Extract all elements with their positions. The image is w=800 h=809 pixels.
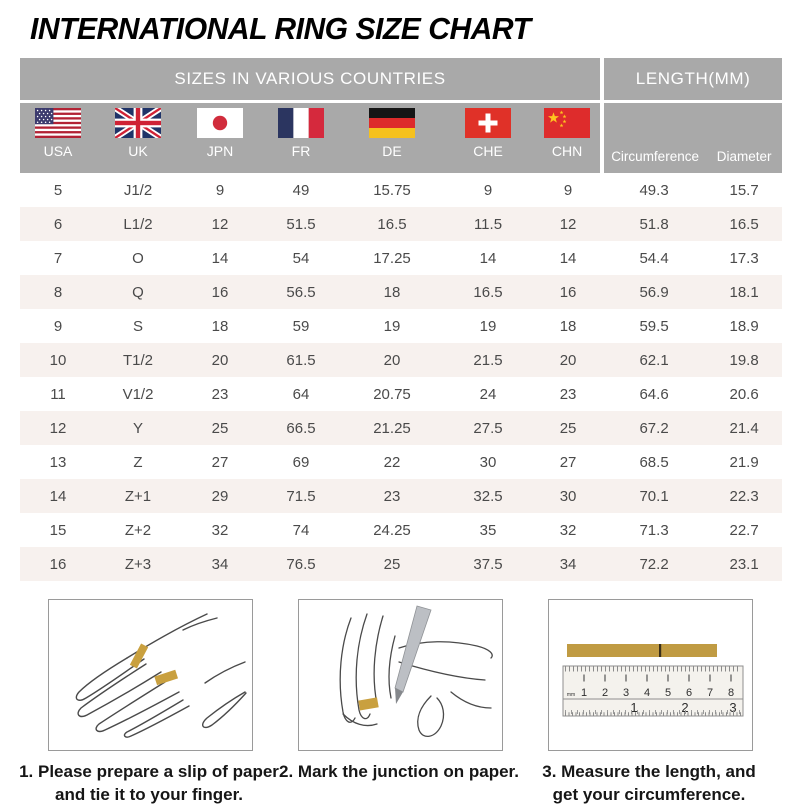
cell: 23 bbox=[559, 385, 577, 403]
cell: 23 bbox=[383, 487, 401, 505]
country-code: CHN bbox=[551, 143, 583, 159]
cell: 19 bbox=[479, 317, 497, 335]
cell: 32 bbox=[211, 521, 229, 539]
china-flag-icon bbox=[534, 108, 600, 138]
svg-text:4: 4 bbox=[643, 687, 651, 699]
country-code: FR bbox=[291, 143, 311, 159]
svg-text:1: 1 bbox=[630, 700, 638, 715]
cell: 54.4 bbox=[639, 249, 669, 267]
cell: 16.5 bbox=[473, 283, 503, 301]
country-code: USA bbox=[43, 143, 73, 159]
table-row bbox=[20, 275, 782, 309]
cell: 51.8 bbox=[639, 215, 669, 233]
column-header-row bbox=[20, 102, 782, 174]
cell: 6 bbox=[53, 215, 63, 233]
column-header-de bbox=[342, 102, 442, 174]
svg-text:8: 8 bbox=[727, 687, 735, 699]
cell: 69 bbox=[292, 453, 310, 471]
japan-flag-icon bbox=[180, 108, 260, 138]
cell: Z+2 bbox=[124, 521, 152, 539]
table-row bbox=[20, 479, 782, 513]
ring-size-table bbox=[20, 58, 782, 581]
cell: 21.5 bbox=[473, 351, 503, 369]
table-row bbox=[20, 411, 782, 445]
table-row bbox=[20, 173, 782, 207]
caption-line: and tie it to your finger. bbox=[55, 785, 243, 805]
cell: 16 bbox=[211, 283, 229, 301]
cell: Z+1 bbox=[124, 487, 152, 505]
cell: 9 bbox=[53, 317, 63, 335]
svg-text:3: 3 bbox=[622, 687, 630, 699]
cell: 14 bbox=[211, 249, 229, 267]
cell: 13 bbox=[49, 453, 67, 471]
cell: 10 bbox=[49, 351, 67, 369]
instructions-section bbox=[19, 599, 800, 807]
cell: 59.5 bbox=[639, 317, 669, 335]
pen-marking-junction-illustration bbox=[298, 599, 503, 751]
cell: 34 bbox=[559, 555, 577, 573]
cell: 17.3 bbox=[729, 249, 759, 267]
cell: 15.7 bbox=[729, 181, 759, 199]
cell: 9 bbox=[215, 181, 225, 199]
cell: Q bbox=[132, 283, 144, 301]
column-header-che bbox=[442, 102, 534, 174]
table-row bbox=[20, 377, 782, 411]
cell: 25 bbox=[211, 419, 229, 437]
uk-flag-icon bbox=[96, 108, 180, 138]
cell: 22.7 bbox=[729, 521, 759, 539]
cell: 54 bbox=[292, 249, 310, 267]
cell: 14 bbox=[49, 487, 67, 505]
cell: 32.5 bbox=[473, 487, 503, 505]
cell: 22.3 bbox=[729, 487, 759, 505]
cell: 12 bbox=[49, 419, 67, 437]
germany-flag-icon bbox=[342, 108, 442, 138]
svg-text:mm: mm bbox=[566, 692, 576, 698]
instruction-caption-2 bbox=[258, 760, 540, 783]
svg-text:5: 5 bbox=[664, 687, 672, 699]
caption-line: get your circumference. bbox=[552, 785, 746, 805]
paper-strip bbox=[567, 644, 717, 657]
cell: 24.25 bbox=[373, 521, 411, 539]
page-title: INTERNATIONAL RING SIZE CHART bbox=[30, 11, 531, 46]
cell: 56.5 bbox=[286, 283, 316, 301]
country-code: DE bbox=[382, 143, 402, 159]
cell: 15.75 bbox=[373, 181, 411, 199]
country-code: UK bbox=[128, 143, 148, 159]
table-row bbox=[20, 207, 782, 241]
cell: 20.6 bbox=[729, 385, 759, 403]
cell: 72.2 bbox=[639, 555, 669, 573]
ring-size-table-body bbox=[20, 173, 782, 581]
column-header-chn bbox=[534, 102, 602, 174]
cell: 27 bbox=[211, 453, 229, 471]
table-row bbox=[20, 445, 782, 479]
cell: 16.5 bbox=[377, 215, 407, 233]
svg-text:6: 6 bbox=[685, 687, 693, 699]
cell: 21.25 bbox=[373, 419, 411, 437]
cell: 64.6 bbox=[639, 385, 669, 403]
table-row bbox=[20, 343, 782, 377]
cell: 9 bbox=[563, 181, 573, 199]
caption-line: 3. Measure the length, and bbox=[542, 762, 756, 781]
cell: 20 bbox=[211, 351, 229, 369]
cell: 11 bbox=[50, 385, 66, 403]
cell: 23.1 bbox=[729, 555, 759, 573]
cell: 51.5 bbox=[286, 215, 316, 233]
cell: 19.8 bbox=[729, 351, 759, 369]
cell: 27.5 bbox=[473, 419, 503, 437]
cell: 16.5 bbox=[729, 215, 759, 233]
cell: 5 bbox=[53, 181, 63, 199]
column-header-diameter: Diameter bbox=[706, 102, 782, 174]
column-header-fr bbox=[260, 102, 342, 174]
cell: 23 bbox=[211, 385, 229, 403]
cell: 17.25 bbox=[373, 249, 411, 267]
cell: 49 bbox=[292, 181, 310, 199]
cell: 8 bbox=[53, 283, 63, 301]
cell: 18 bbox=[383, 283, 401, 301]
cell: 14 bbox=[559, 249, 577, 267]
svg-text:3: 3 bbox=[729, 700, 737, 715]
svg-text:7: 7 bbox=[706, 687, 714, 699]
cell: 21.9 bbox=[729, 453, 759, 471]
cell: 35 bbox=[479, 521, 497, 539]
cell: 71.5 bbox=[286, 487, 316, 505]
cell: 37.5 bbox=[473, 555, 503, 573]
countries-group-header: SIZES IN VARIOUS COUNTRIES bbox=[20, 58, 602, 102]
cell: 16 bbox=[559, 283, 577, 301]
cell: 70.1 bbox=[639, 487, 669, 505]
cell: 20 bbox=[383, 351, 401, 369]
table-row bbox=[20, 309, 782, 343]
cell: 34 bbox=[211, 555, 229, 573]
cell: 30 bbox=[479, 453, 497, 471]
cell: 12 bbox=[211, 215, 229, 233]
cell: 32 bbox=[559, 521, 577, 539]
cell: 18.9 bbox=[729, 317, 759, 335]
cell: 14 bbox=[479, 249, 497, 267]
instruction-step-3 bbox=[542, 599, 756, 807]
cell: 67.2 bbox=[639, 419, 669, 437]
instruction-step-2 bbox=[279, 599, 519, 807]
cell: O bbox=[132, 249, 144, 267]
cell: 9 bbox=[483, 181, 493, 199]
cell: 7 bbox=[53, 249, 63, 267]
cell: 20 bbox=[559, 351, 577, 369]
cell: 25 bbox=[383, 555, 401, 573]
country-code: JPN bbox=[206, 143, 234, 159]
cell: Z bbox=[133, 453, 143, 471]
france-flag-icon bbox=[260, 108, 342, 138]
cell: 18 bbox=[211, 317, 229, 335]
cell: 66.5 bbox=[286, 419, 316, 437]
column-header-jpn bbox=[180, 102, 260, 174]
cell: S bbox=[132, 317, 143, 335]
cell: 15 bbox=[49, 521, 67, 539]
instruction-step-1 bbox=[19, 599, 279, 807]
cell: 62.1 bbox=[639, 351, 669, 369]
cell: 22 bbox=[383, 453, 401, 471]
cell: 64 bbox=[292, 385, 310, 403]
junction-mark bbox=[659, 644, 661, 657]
cell: 16 bbox=[49, 555, 67, 573]
switzerland-flag-icon bbox=[442, 108, 534, 138]
cell: 56.9 bbox=[639, 283, 669, 301]
cell: 24 bbox=[479, 385, 497, 403]
svg-text:1: 1 bbox=[580, 687, 588, 699]
table-row bbox=[20, 241, 782, 275]
cell: 74 bbox=[292, 521, 310, 539]
caption-line: 1. Please prepare a slip of paper bbox=[19, 762, 279, 781]
cell: 71.3 bbox=[639, 521, 669, 539]
cell: T1/2 bbox=[122, 351, 153, 369]
table-row bbox=[20, 513, 782, 547]
cell: 20.75 bbox=[373, 385, 411, 403]
cell: 76.5 bbox=[286, 555, 316, 573]
cell: 27 bbox=[559, 453, 577, 471]
cell: 29 bbox=[211, 487, 229, 505]
cell: 68.5 bbox=[639, 453, 669, 471]
column-header-uk bbox=[96, 102, 180, 174]
cell: 59 bbox=[292, 317, 310, 335]
cell: 11.5 bbox=[473, 215, 503, 233]
cell: Y bbox=[132, 419, 143, 437]
cell: V1/2 bbox=[122, 385, 154, 403]
group-header-row bbox=[20, 58, 782, 102]
cell: 49.3 bbox=[639, 181, 669, 199]
cell: 21.4 bbox=[729, 419, 759, 437]
cell: 18.1 bbox=[729, 283, 759, 301]
cell: L1/2 bbox=[123, 215, 153, 233]
cell: 19 bbox=[383, 317, 401, 335]
ruler-measuring-illustration bbox=[548, 599, 753, 751]
cell: 30 bbox=[559, 487, 577, 505]
usa-flag-icon bbox=[20, 108, 96, 138]
country-code: CHE bbox=[473, 143, 503, 159]
cell: Z+3 bbox=[124, 555, 152, 573]
cell: 12 bbox=[559, 215, 577, 233]
cell: 25 bbox=[559, 419, 577, 437]
length-group-header: LENGTH(MM) bbox=[602, 58, 782, 102]
table-row bbox=[20, 547, 782, 581]
svg-text:2: 2 bbox=[601, 687, 609, 699]
hand-with-paper-strip-illustration bbox=[48, 599, 253, 751]
caption-line: 2. Mark the junction on paper. bbox=[279, 762, 519, 781]
cell: 61.5 bbox=[286, 351, 316, 369]
column-header-usa bbox=[20, 102, 96, 174]
cell: J1/2 bbox=[123, 181, 153, 199]
cell: 18 bbox=[559, 317, 577, 335]
svg-text:2: 2 bbox=[681, 700, 689, 715]
column-header-circumference: Circumference bbox=[602, 102, 706, 174]
